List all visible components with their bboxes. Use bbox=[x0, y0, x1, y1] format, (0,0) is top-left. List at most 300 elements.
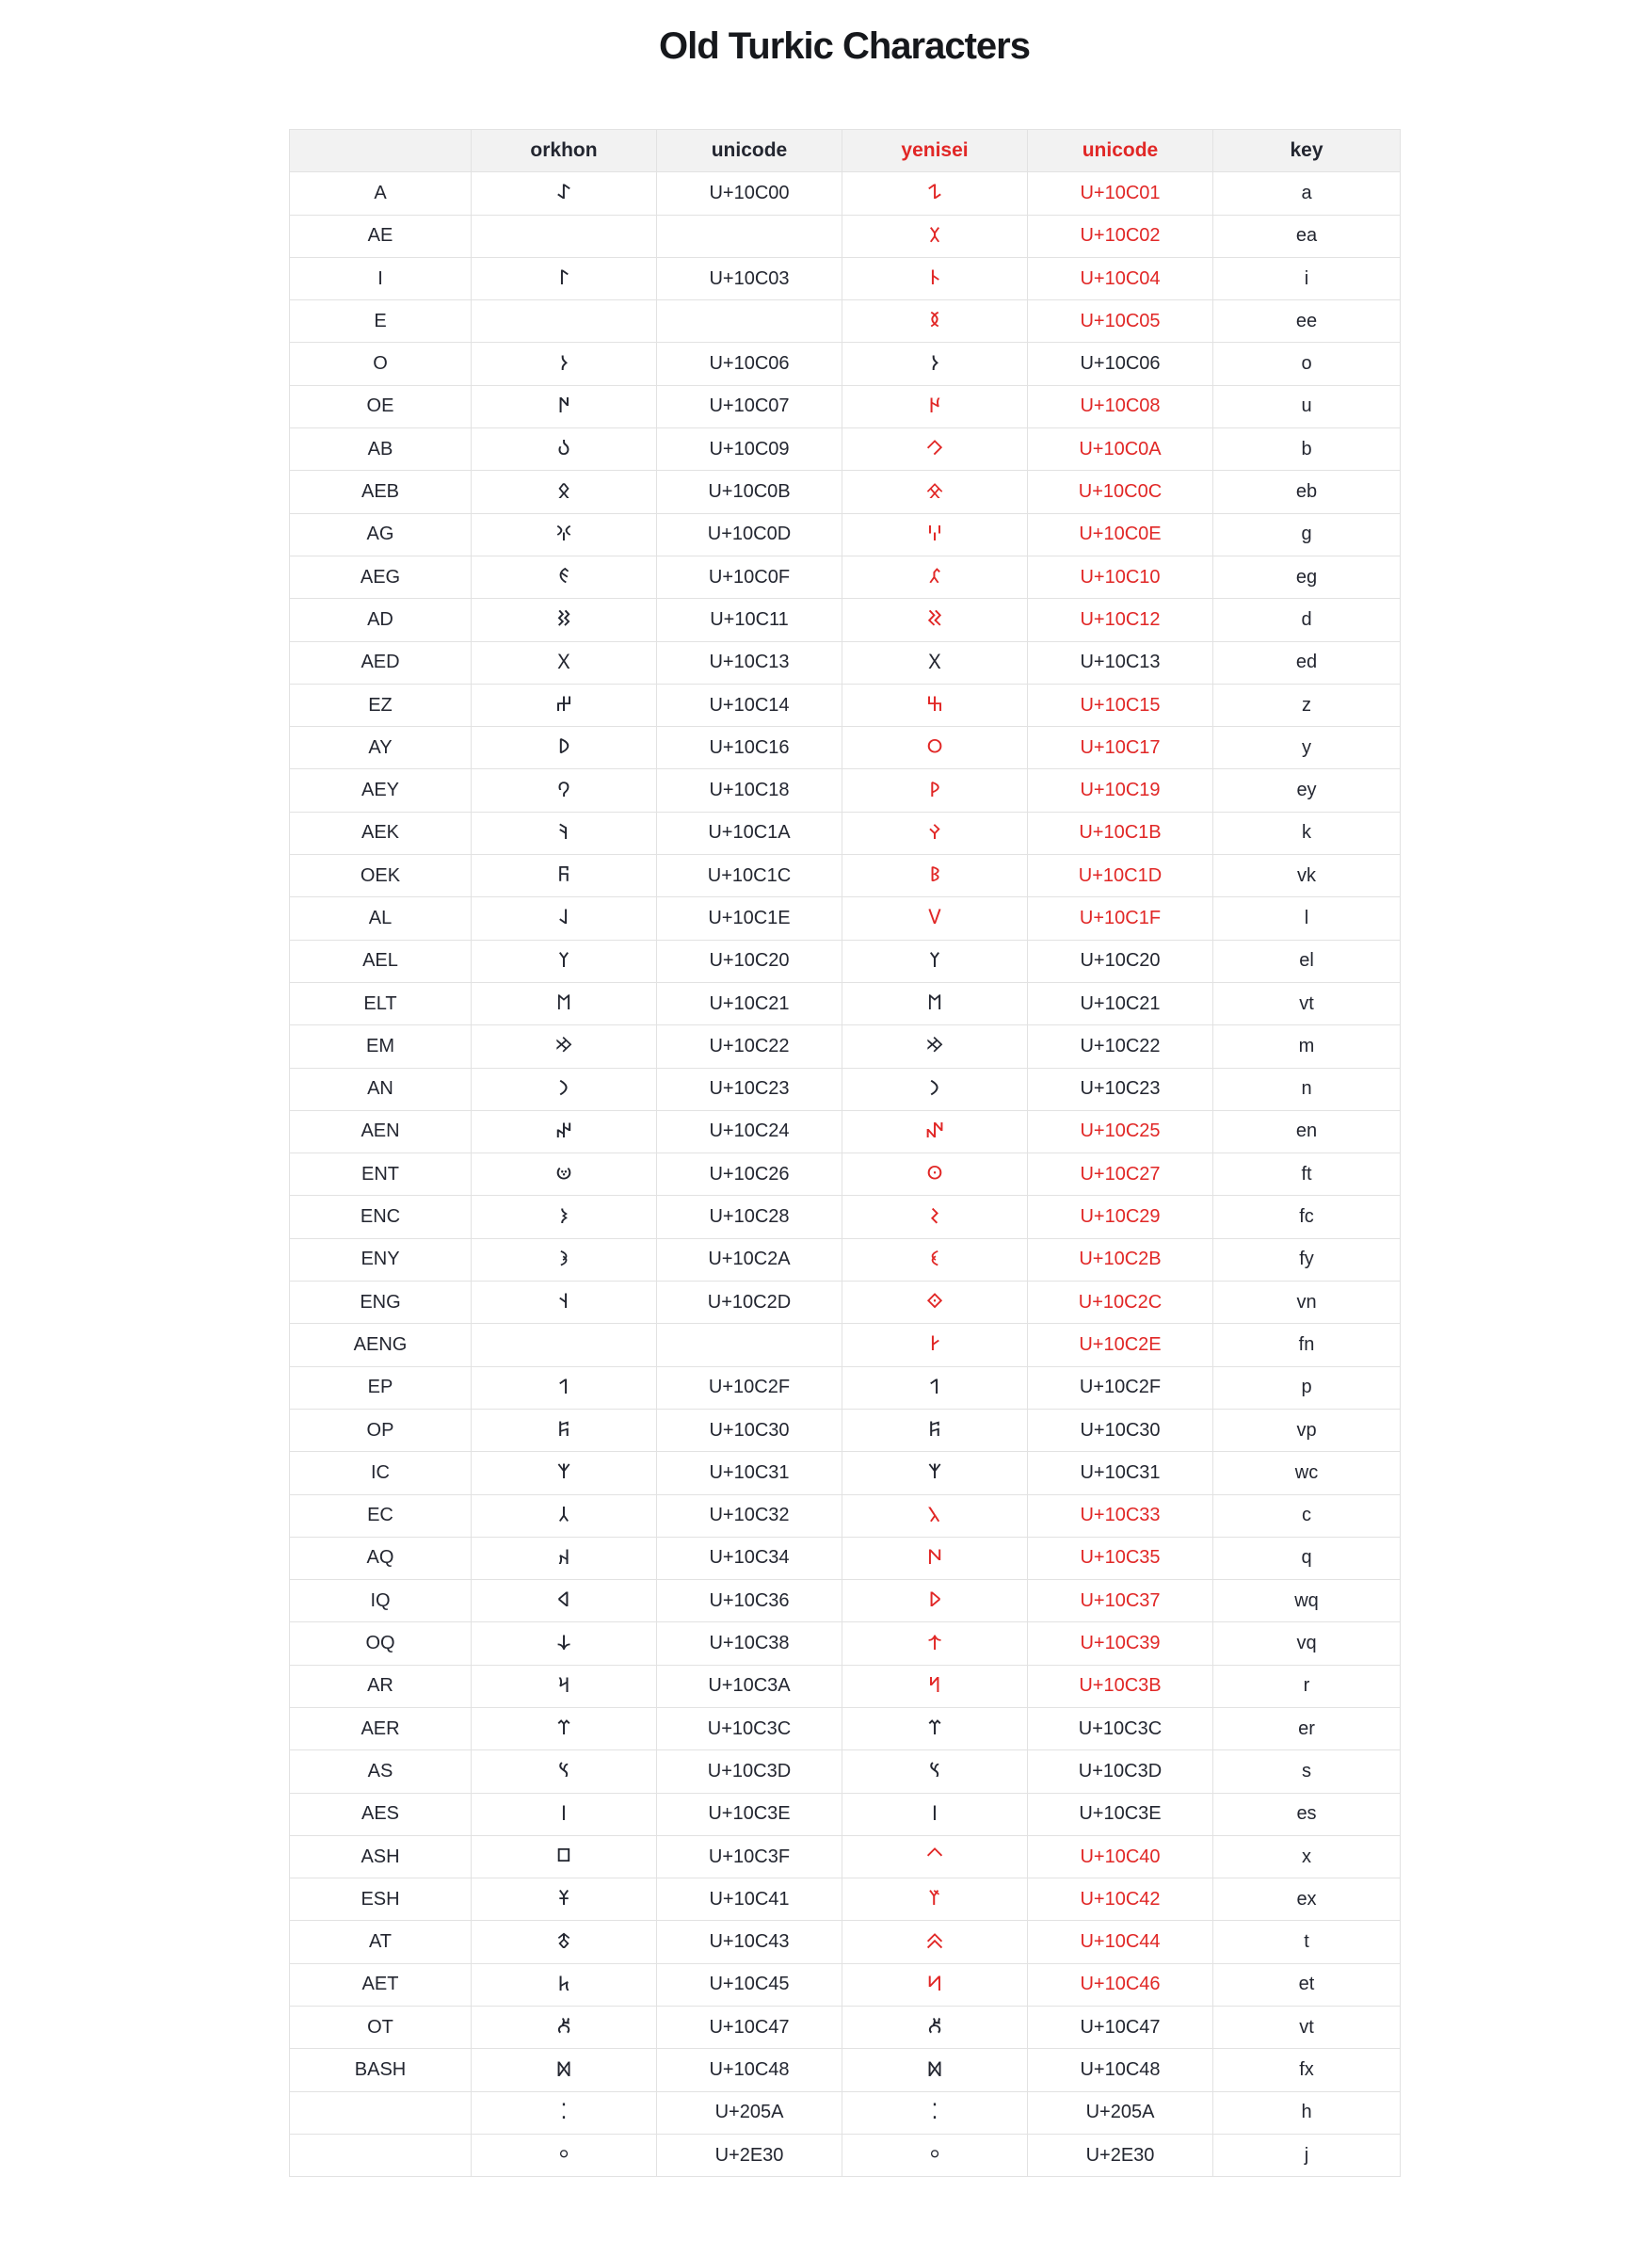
table-row bbox=[290, 1238, 1401, 1281]
orkhon-unicode-cell: U+10C24 bbox=[657, 1110, 842, 1153]
char-name-cell: AES bbox=[290, 1793, 472, 1835]
char-name-cell: ASH bbox=[290, 1835, 472, 1878]
char-name-cell: AG bbox=[290, 513, 472, 556]
yenisei-glyph-cell: 𐱆 bbox=[842, 1963, 1028, 2006]
orkhon-glyph-cell bbox=[472, 300, 657, 343]
orkhon-glyph-cell: 𐰢 bbox=[472, 1025, 657, 1068]
yenisei-unicode-cell: U+10C1D bbox=[1028, 855, 1213, 897]
key-cell: b bbox=[1213, 428, 1401, 471]
orkhon-unicode-cell: U+10C0B bbox=[657, 471, 842, 513]
orkhon-glyph-cell: 𐰽 bbox=[472, 1750, 657, 1793]
yenisei-unicode-cell: U+10C39 bbox=[1028, 1622, 1213, 1665]
table-row bbox=[290, 599, 1401, 641]
yenisei-unicode-cell: U+205A bbox=[1028, 2091, 1213, 2134]
yenisei-glyph-cell: 𐰙 bbox=[842, 769, 1028, 812]
char-name-cell: BASH bbox=[290, 2049, 472, 2091]
orkhon-glyph-cell: 𐰏 bbox=[472, 556, 657, 598]
yenisei-unicode-cell: U+10C47 bbox=[1028, 2007, 1213, 2049]
table-row bbox=[290, 1750, 1401, 1793]
yenisei-unicode-cell: U+2E30 bbox=[1028, 2134, 1213, 2176]
yenisei-unicode-cell: U+10C08 bbox=[1028, 385, 1213, 427]
table-row bbox=[290, 471, 1401, 513]
char-name-cell: EC bbox=[290, 1494, 472, 1537]
yenisei-glyph-cell: 𐰈 bbox=[842, 385, 1028, 427]
table-row bbox=[290, 855, 1401, 897]
orkhon-glyph-cell: 𐰿 bbox=[472, 1835, 657, 1878]
char-name-cell: AEY bbox=[290, 769, 472, 812]
yenisei-unicode-cell: U+10C04 bbox=[1028, 257, 1213, 299]
table-row bbox=[290, 2091, 1401, 2134]
char-name-cell: AEB bbox=[290, 471, 472, 513]
key-cell: vq bbox=[1213, 1622, 1401, 1665]
char-name-cell: AE bbox=[290, 215, 472, 257]
orkhon-unicode-cell: U+10C34 bbox=[657, 1537, 842, 1579]
page-title: Old Turkic Characters bbox=[659, 25, 1030, 67]
key-cell: u bbox=[1213, 385, 1401, 427]
yenisei-glyph-cell: 𐰷 bbox=[842, 1580, 1028, 1622]
table-row bbox=[290, 1282, 1401, 1324]
yenisei-glyph-cell: 𐰁 bbox=[842, 172, 1028, 215]
table-row bbox=[290, 300, 1401, 343]
key-cell: fx bbox=[1213, 2049, 1401, 2091]
yenisei-glyph-cell: 𐰆 bbox=[842, 343, 1028, 385]
table-row bbox=[290, 1580, 1401, 1622]
orkhon-unicode-cell: U+10C3E bbox=[657, 1793, 842, 1835]
orkhon-glyph-cell: 𐰠 bbox=[472, 940, 657, 982]
orkhon-glyph-cell: 𐰆 bbox=[472, 343, 657, 385]
yenisei-glyph-cell: 𐰽 bbox=[842, 1750, 1028, 1793]
orkhon-glyph-cell: 𐰾 bbox=[472, 1793, 657, 1835]
orkhon-unicode-cell: U+10C1E bbox=[657, 897, 842, 940]
key-cell: d bbox=[1213, 599, 1401, 641]
yenisei-unicode-cell: U+10C40 bbox=[1028, 1835, 1213, 1878]
yenisei-glyph-cell: 𐰰 bbox=[842, 1409, 1028, 1451]
orkhon-unicode-cell: U+10C23 bbox=[657, 1068, 842, 1110]
key-cell: eb bbox=[1213, 471, 1401, 513]
key-cell: ee bbox=[1213, 300, 1401, 343]
orkhon-unicode-cell: U+10C36 bbox=[657, 1580, 842, 1622]
char-name-cell bbox=[290, 2091, 472, 2134]
orkhon-unicode-cell: U+10C07 bbox=[657, 385, 842, 427]
char-name-cell: AEG bbox=[290, 556, 472, 598]
table-row bbox=[290, 172, 1401, 215]
yenisei-unicode-cell: U+10C13 bbox=[1028, 641, 1213, 684]
orkhon-unicode-cell: U+10C16 bbox=[657, 727, 842, 769]
orkhon-unicode-cell: U+205A bbox=[657, 2091, 842, 2134]
table-row bbox=[290, 812, 1401, 854]
table-body bbox=[290, 172, 1401, 2177]
table-row bbox=[290, 1835, 1401, 1878]
table-row bbox=[290, 2134, 1401, 2176]
table-row bbox=[290, 1196, 1401, 1238]
char-name-cell: O bbox=[290, 343, 472, 385]
key-cell: ea bbox=[1213, 215, 1401, 257]
table-row bbox=[290, 428, 1401, 471]
key-cell: o bbox=[1213, 343, 1401, 385]
key-cell: y bbox=[1213, 727, 1401, 769]
yenisei-glyph-cell: 𐰩 bbox=[842, 1196, 1028, 1238]
yenisei-unicode-cell: U+10C17 bbox=[1028, 727, 1213, 769]
char-name-cell: I bbox=[290, 257, 472, 299]
table-row bbox=[290, 1025, 1401, 1068]
char-name-cell: OEK bbox=[290, 855, 472, 897]
orkhon-unicode-cell: U+10C31 bbox=[657, 1452, 842, 1494]
yenisei-unicode-cell: U+10C3D bbox=[1028, 1750, 1213, 1793]
table-row bbox=[290, 1921, 1401, 1963]
yenisei-unicode-cell: U+10C21 bbox=[1028, 982, 1213, 1024]
yenisei-unicode-cell: U+10C05 bbox=[1028, 300, 1213, 343]
yenisei-unicode-cell: U+10C3E bbox=[1028, 1793, 1213, 1835]
yenisei-unicode-cell: U+10C31 bbox=[1028, 1452, 1213, 1494]
orkhon-glyph-cell: 𐰜 bbox=[472, 855, 657, 897]
column-header-orkhon-unicode: unicode bbox=[657, 130, 842, 172]
table-row bbox=[290, 1110, 1401, 1153]
key-cell: ex bbox=[1213, 1878, 1401, 1921]
orkhon-unicode-cell: U+10C1A bbox=[657, 812, 842, 854]
table-row bbox=[290, 2007, 1401, 2049]
yenisei-glyph-cell: 𐰵 bbox=[842, 1537, 1028, 1579]
orkhon-unicode-cell: U+10C2A bbox=[657, 1238, 842, 1281]
orkhon-unicode-cell: U+10C21 bbox=[657, 982, 842, 1024]
table-row bbox=[290, 343, 1401, 385]
orkhon-unicode-cell: U+10C3D bbox=[657, 1750, 842, 1793]
key-cell: n bbox=[1213, 1068, 1401, 1110]
char-name-cell: ENC bbox=[290, 1196, 472, 1238]
char-name-cell bbox=[290, 2134, 472, 2176]
table-row bbox=[290, 1366, 1401, 1409]
column-header-yenisei: yenisei bbox=[842, 130, 1028, 172]
table-row bbox=[290, 385, 1401, 427]
yenisei-unicode-cell: U+10C25 bbox=[1028, 1110, 1213, 1153]
yenisei-unicode-cell: U+10C2F bbox=[1028, 1366, 1213, 1409]
yenisei-glyph-cell: 𐰮 bbox=[842, 1324, 1028, 1366]
char-name-cell: ENY bbox=[290, 1238, 472, 1281]
yenisei-unicode-cell: U+10C27 bbox=[1028, 1153, 1213, 1196]
yenisei-glyph-cell: 𐰱 bbox=[842, 1452, 1028, 1494]
orkhon-glyph-cell: 𐰸 bbox=[472, 1622, 657, 1665]
orkhon-glyph-cell: ⸰ bbox=[472, 2134, 657, 2176]
char-name-cell: OT bbox=[290, 2007, 472, 2049]
key-cell: m bbox=[1213, 1025, 1401, 1068]
char-name-cell: EP bbox=[290, 1366, 472, 1409]
table-row bbox=[290, 1068, 1401, 1110]
table-row bbox=[290, 556, 1401, 598]
key-cell: fy bbox=[1213, 1238, 1401, 1281]
key-cell: ey bbox=[1213, 769, 1401, 812]
char-name-cell: AY bbox=[290, 727, 472, 769]
yenisei-glyph-cell: 𐰐 bbox=[842, 556, 1028, 598]
orkhon-unicode-cell: U+10C14 bbox=[657, 684, 842, 726]
key-cell: es bbox=[1213, 1793, 1401, 1835]
key-cell: vn bbox=[1213, 1282, 1401, 1324]
yenisei-unicode-cell: U+10C02 bbox=[1028, 215, 1213, 257]
orkhon-glyph-cell bbox=[472, 1324, 657, 1366]
orkhon-unicode-cell: U+10C32 bbox=[657, 1494, 842, 1537]
yenisei-glyph-cell: 𐱄 bbox=[842, 1921, 1028, 1963]
char-name-cell: AEN bbox=[290, 1110, 472, 1153]
yenisei-glyph-cell: 𐰊 bbox=[842, 428, 1028, 471]
char-name-cell: E bbox=[290, 300, 472, 343]
yenisei-unicode-cell: U+10C0A bbox=[1028, 428, 1213, 471]
orkhon-glyph-cell: 𐰯 bbox=[472, 1366, 657, 1409]
orkhon-unicode-cell: U+10C3F bbox=[657, 1835, 842, 1878]
char-name-cell: A bbox=[290, 172, 472, 215]
key-cell: t bbox=[1213, 1921, 1401, 1963]
orkhon-unicode-cell: U+10C47 bbox=[657, 2007, 842, 2049]
orkhon-unicode-cell: U+10C48 bbox=[657, 2049, 842, 2091]
char-name-cell: AER bbox=[290, 1707, 472, 1749]
table-row bbox=[290, 1409, 1401, 1451]
orkhon-glyph-cell: 𐰓 bbox=[472, 641, 657, 684]
char-name-cell: AEL bbox=[290, 940, 472, 982]
orkhon-glyph-cell: 𐰭 bbox=[472, 1282, 657, 1324]
table-row bbox=[290, 1793, 1401, 1835]
char-name-cell: IC bbox=[290, 1452, 472, 1494]
column-header-blank bbox=[290, 130, 472, 172]
table-row bbox=[290, 257, 1401, 299]
yenisei-unicode-cell: U+10C44 bbox=[1028, 1921, 1213, 1963]
orkhon-glyph-cell: 𐰲 bbox=[472, 1494, 657, 1537]
orkhon-glyph-cell: 𐰚 bbox=[472, 812, 657, 854]
yenisei-unicode-cell: U+10C35 bbox=[1028, 1537, 1213, 1579]
yenisei-glyph-cell: 𐰻 bbox=[842, 1665, 1028, 1707]
key-cell: h bbox=[1213, 2091, 1401, 2134]
table-row bbox=[290, 641, 1401, 684]
yenisei-glyph-cell: 𐰢 bbox=[842, 1025, 1028, 1068]
orkhon-glyph-cell: 𐰑 bbox=[472, 599, 657, 641]
orkhon-unicode-cell: U+10C3A bbox=[657, 1665, 842, 1707]
char-name-cell: EZ bbox=[290, 684, 472, 726]
char-name-cell: AN bbox=[290, 1068, 472, 1110]
yenisei-unicode-cell: U+10C2C bbox=[1028, 1282, 1213, 1324]
orkhon-glyph-cell: 𐱃 bbox=[472, 1921, 657, 1963]
orkhon-unicode-cell: U+10C2F bbox=[657, 1366, 842, 1409]
char-name-cell: OQ bbox=[290, 1622, 472, 1665]
yenisei-unicode-cell: U+10C0E bbox=[1028, 513, 1213, 556]
yenisei-glyph-cell: 𐰯 bbox=[842, 1366, 1028, 1409]
char-name-cell: OE bbox=[290, 385, 472, 427]
yenisei-unicode-cell: U+10C19 bbox=[1028, 769, 1213, 812]
orkhon-glyph-cell: 𐰶 bbox=[472, 1580, 657, 1622]
orkhon-glyph-cell: 𐱅 bbox=[472, 1963, 657, 2006]
yenisei-glyph-cell: 𐰗 bbox=[842, 727, 1028, 769]
yenisei-glyph-cell: 𐰡 bbox=[842, 982, 1028, 1024]
yenisei-unicode-cell: U+10C42 bbox=[1028, 1878, 1213, 1921]
table-row bbox=[290, 897, 1401, 940]
char-name-cell: OP bbox=[290, 1409, 472, 1451]
table-row bbox=[290, 1963, 1401, 2006]
key-cell: ed bbox=[1213, 641, 1401, 684]
key-cell: x bbox=[1213, 1835, 1401, 1878]
orkhon-glyph-cell: 𐰍 bbox=[472, 513, 657, 556]
orkhon-unicode-cell: U+2E30 bbox=[657, 2134, 842, 2176]
char-name-cell: ESH bbox=[290, 1878, 472, 1921]
yenisei-glyph-cell: 𐰄 bbox=[842, 257, 1028, 299]
table-row bbox=[290, 684, 1401, 726]
orkhon-unicode-cell: U+10C22 bbox=[657, 1025, 842, 1068]
char-name-cell: IQ bbox=[290, 1580, 472, 1622]
orkhon-unicode-cell: U+10C26 bbox=[657, 1153, 842, 1196]
orkhon-glyph-cell: 𐰞 bbox=[472, 897, 657, 940]
key-cell: wc bbox=[1213, 1452, 1401, 1494]
key-cell: a bbox=[1213, 172, 1401, 215]
yenisei-unicode-cell: U+10C2E bbox=[1028, 1324, 1213, 1366]
yenisei-unicode-cell: U+10C22 bbox=[1028, 1025, 1213, 1068]
yenisei-glyph-cell: 𐰠 bbox=[842, 940, 1028, 982]
table-row bbox=[290, 727, 1401, 769]
orkhon-glyph-cell: 𐰺 bbox=[472, 1665, 657, 1707]
orkhon-unicode-cell: U+10C06 bbox=[657, 343, 842, 385]
orkhon-unicode-cell: U+10C09 bbox=[657, 428, 842, 471]
orkhon-unicode-cell: U+10C30 bbox=[657, 1409, 842, 1451]
key-cell: p bbox=[1213, 1366, 1401, 1409]
yenisei-glyph-cell: ⸰ bbox=[842, 2134, 1028, 2176]
key-cell: q bbox=[1213, 1537, 1401, 1579]
key-cell: er bbox=[1213, 1707, 1401, 1749]
yenisei-glyph-cell: ⁚ bbox=[842, 2091, 1028, 2134]
table-row bbox=[290, 513, 1401, 556]
characters-table bbox=[289, 129, 1401, 2177]
key-cell: z bbox=[1213, 684, 1401, 726]
char-name-cell: AL bbox=[290, 897, 472, 940]
char-name-cell: AENG bbox=[290, 1324, 472, 1366]
orkhon-glyph-cell: 𐰤 bbox=[472, 1110, 657, 1153]
orkhon-unicode-cell: U+10C0D bbox=[657, 513, 842, 556]
key-cell: g bbox=[1213, 513, 1401, 556]
char-name-cell: AB bbox=[290, 428, 472, 471]
key-cell: l bbox=[1213, 897, 1401, 940]
orkhon-glyph-cell bbox=[472, 215, 657, 257]
table-row bbox=[290, 1622, 1401, 1665]
yenisei-unicode-cell: U+10C46 bbox=[1028, 1963, 1213, 2006]
yenisei-glyph-cell: 𐰝 bbox=[842, 855, 1028, 897]
orkhon-unicode-cell: U+10C38 bbox=[657, 1622, 842, 1665]
yenisei-unicode-cell: U+10C3B bbox=[1028, 1665, 1213, 1707]
key-cell: fc bbox=[1213, 1196, 1401, 1238]
orkhon-glyph-cell: 𐰉 bbox=[472, 428, 657, 471]
char-name-cell: ENT bbox=[290, 1153, 472, 1196]
yenisei-glyph-cell: 𐰒 bbox=[842, 599, 1028, 641]
key-cell: i bbox=[1213, 257, 1401, 299]
orkhon-glyph-cell: 𐰰 bbox=[472, 1409, 657, 1451]
orkhon-unicode-cell: U+10C0F bbox=[657, 556, 842, 598]
orkhon-glyph-cell: 𐰴 bbox=[472, 1537, 657, 1579]
table-row bbox=[290, 982, 1401, 1024]
table-row bbox=[290, 1452, 1401, 1494]
orkhon-glyph-cell: 𐰦 bbox=[472, 1153, 657, 1196]
table-row bbox=[290, 2049, 1401, 2091]
orkhon-glyph-cell: 𐰇 bbox=[472, 385, 657, 427]
yenisei-unicode-cell: U+10C2B bbox=[1028, 1238, 1213, 1281]
yenisei-unicode-cell: U+10C33 bbox=[1028, 1494, 1213, 1537]
key-cell: ft bbox=[1213, 1153, 1401, 1196]
yenisei-glyph-cell: 𐰅 bbox=[842, 300, 1028, 343]
yenisei-glyph-cell: 𐰧 bbox=[842, 1153, 1028, 1196]
yenisei-glyph-cell: 𐰾 bbox=[842, 1793, 1028, 1835]
table-row bbox=[290, 769, 1401, 812]
orkhon-unicode-cell: U+10C11 bbox=[657, 599, 842, 641]
orkhon-unicode-cell: U+10C1C bbox=[657, 855, 842, 897]
yenisei-glyph-cell: 𐰬 bbox=[842, 1282, 1028, 1324]
table-row bbox=[290, 1494, 1401, 1537]
orkhon-glyph-cell: ⁚ bbox=[472, 2091, 657, 2134]
column-header-orkhon: orkhon bbox=[472, 130, 657, 172]
column-header-key: key bbox=[1213, 130, 1401, 172]
orkhon-glyph-cell: 𐰡 bbox=[472, 982, 657, 1024]
yenisei-glyph-cell: 𐱀 bbox=[842, 1835, 1028, 1878]
key-cell: vp bbox=[1213, 1409, 1401, 1451]
orkhon-glyph-cell: 𐱈 bbox=[472, 2049, 657, 2091]
table-row bbox=[290, 1153, 1401, 1196]
orkhon-glyph-cell: 𐰣 bbox=[472, 1068, 657, 1110]
yenisei-unicode-cell: U+10C01 bbox=[1028, 172, 1213, 215]
orkhon-unicode-cell: U+10C2D bbox=[657, 1282, 842, 1324]
yenisei-unicode-cell: U+10C12 bbox=[1028, 599, 1213, 641]
orkhon-glyph-cell: 𐱁 bbox=[472, 1878, 657, 1921]
orkhon-glyph-cell: 𐰱 bbox=[472, 1452, 657, 1494]
orkhon-glyph-cell: 𐰨 bbox=[472, 1196, 657, 1238]
orkhon-unicode-cell: U+10C18 bbox=[657, 769, 842, 812]
yenisei-unicode-cell: U+10C3C bbox=[1028, 1707, 1213, 1749]
yenisei-glyph-cell: 𐰌 bbox=[842, 471, 1028, 513]
yenisei-glyph-cell: 𐰼 bbox=[842, 1707, 1028, 1749]
yenisei-glyph-cell: 𐰕 bbox=[842, 684, 1028, 726]
table-row bbox=[290, 215, 1401, 257]
yenisei-unicode-cell: U+10C23 bbox=[1028, 1068, 1213, 1110]
orkhon-unicode-cell: U+10C41 bbox=[657, 1878, 842, 1921]
yenisei-unicode-cell: U+10C15 bbox=[1028, 684, 1213, 726]
char-name-cell: AD bbox=[290, 599, 472, 641]
orkhon-glyph-cell: 𐰔 bbox=[472, 684, 657, 726]
table-header-row bbox=[290, 130, 1401, 172]
yenisei-unicode-cell: U+10C06 bbox=[1028, 343, 1213, 385]
char-name-cell: ELT bbox=[290, 982, 472, 1024]
orkhon-unicode-cell bbox=[657, 1324, 842, 1366]
orkhon-unicode-cell: U+10C00 bbox=[657, 172, 842, 215]
orkhon-glyph-cell: 𐰘 bbox=[472, 769, 657, 812]
table-row bbox=[290, 1665, 1401, 1707]
yenisei-unicode-cell: U+10C29 bbox=[1028, 1196, 1213, 1238]
orkhon-unicode-cell: U+10C03 bbox=[657, 257, 842, 299]
key-cell: r bbox=[1213, 1665, 1401, 1707]
key-cell: el bbox=[1213, 940, 1401, 982]
key-cell: vt bbox=[1213, 2007, 1401, 2049]
table-row bbox=[290, 1324, 1401, 1366]
char-name-cell: AET bbox=[290, 1963, 472, 2006]
table-row bbox=[290, 1537, 1401, 1579]
orkhon-unicode-cell bbox=[657, 215, 842, 257]
key-cell: fn bbox=[1213, 1324, 1401, 1366]
orkhon-glyph-cell: 𐰼 bbox=[472, 1707, 657, 1749]
key-cell: vt bbox=[1213, 982, 1401, 1024]
yenisei-glyph-cell: 𐱇 bbox=[842, 2007, 1028, 2049]
char-name-cell: ENG bbox=[290, 1282, 472, 1324]
orkhon-glyph-cell: 𐰃 bbox=[472, 257, 657, 299]
orkhon-glyph-cell: 𐰀 bbox=[472, 172, 657, 215]
column-header-yenisei-unicode: unicode bbox=[1028, 130, 1213, 172]
orkhon-glyph-cell: 𐱇 bbox=[472, 2007, 657, 2049]
yenisei-glyph-cell: 𐰛 bbox=[842, 812, 1028, 854]
yenisei-glyph-cell: 𐱈 bbox=[842, 2049, 1028, 2091]
key-cell: en bbox=[1213, 1110, 1401, 1153]
yenisei-glyph-cell: 𐰫 bbox=[842, 1238, 1028, 1281]
char-name-cell: AR bbox=[290, 1665, 472, 1707]
char-name-cell: AS bbox=[290, 1750, 472, 1793]
yenisei-glyph-cell: 𐰣 bbox=[842, 1068, 1028, 1110]
yenisei-glyph-cell: 𐰥 bbox=[842, 1110, 1028, 1153]
yenisei-glyph-cell: 𐰹 bbox=[842, 1622, 1028, 1665]
yenisei-glyph-cell: 𐰓 bbox=[842, 641, 1028, 684]
